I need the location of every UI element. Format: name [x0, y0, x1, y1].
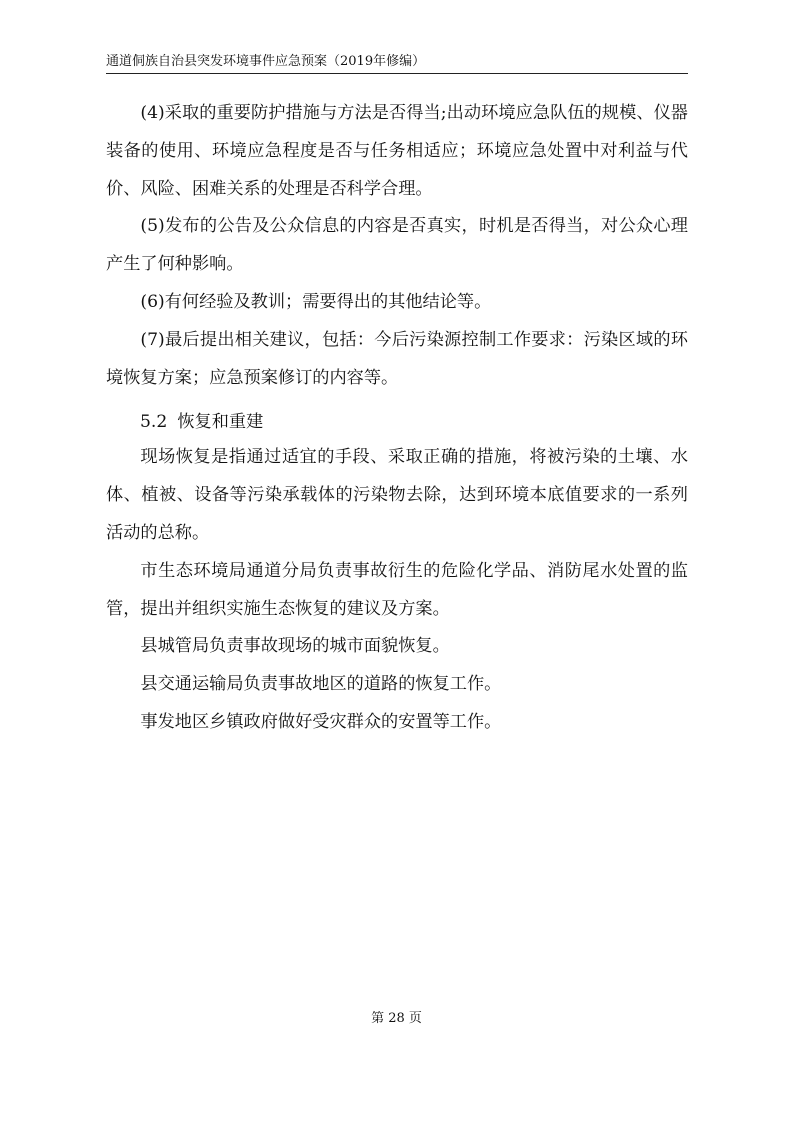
paragraph-environment-bureau: 市生态环境局通道分局负责事故衍生的危险化学品、消防尾水处置的监管，提出并组织实施生态恢复的建议及方案。 — [106, 560, 688, 619]
paragraph-item-7: (7)最后提出相关建议，包括：今后污染源控制工作要求：污染区域的环境恢复方案；应急预案修订的内容等。 — [106, 329, 688, 388]
section-number: 5.2 — [140, 412, 168, 433]
section-title: 恢复和重建 — [177, 412, 264, 433]
paragraph-township-government: 事发地区乡镇政府做好受灾群众的安置等工作。 — [140, 711, 502, 732]
paragraph-transport-bureau: 县交通运输局负责事故地区的道路的恢复工作。 — [140, 674, 502, 695]
header-rule — [106, 73, 688, 74]
paragraph-urban-management: 县城管局负责事故现场的城市面貌恢复。 — [140, 636, 450, 657]
page-number: 第 28 页 — [371, 1011, 422, 1026]
paragraph-item-6: (6)有何经验及教训；需要得出的其他结论等。 — [140, 291, 492, 312]
section-heading — [106, 405, 688, 439]
page-content — [106, 95, 688, 742]
paragraph-site-recovery: 现场恢复是指通过适宜的手段、采取正确的措施，将被污染的土壤、水体、植被、设备等污染承载体的污染物去除，达到环境本底值要求的一系列活动的总称。 — [106, 447, 688, 543]
running-header: 通道侗族自治县突发环境事件应急预案（2019年修编） — [106, 54, 426, 69]
paragraph-item-4: (4)采取的重要防护措施与方法是否得当;出动环境应急队伍的规模、仪器装备的使用、环境应急程度是否与任务相适应；环境应急处置中对利益与代价、风险、困难关系的处理是否科学合理。 — [106, 103, 688, 199]
paragraph-item-5: (5)发布的公告及公众信息的内容是否真实，时机是否得当，对公众心理产生了何种影响。 — [106, 216, 688, 275]
